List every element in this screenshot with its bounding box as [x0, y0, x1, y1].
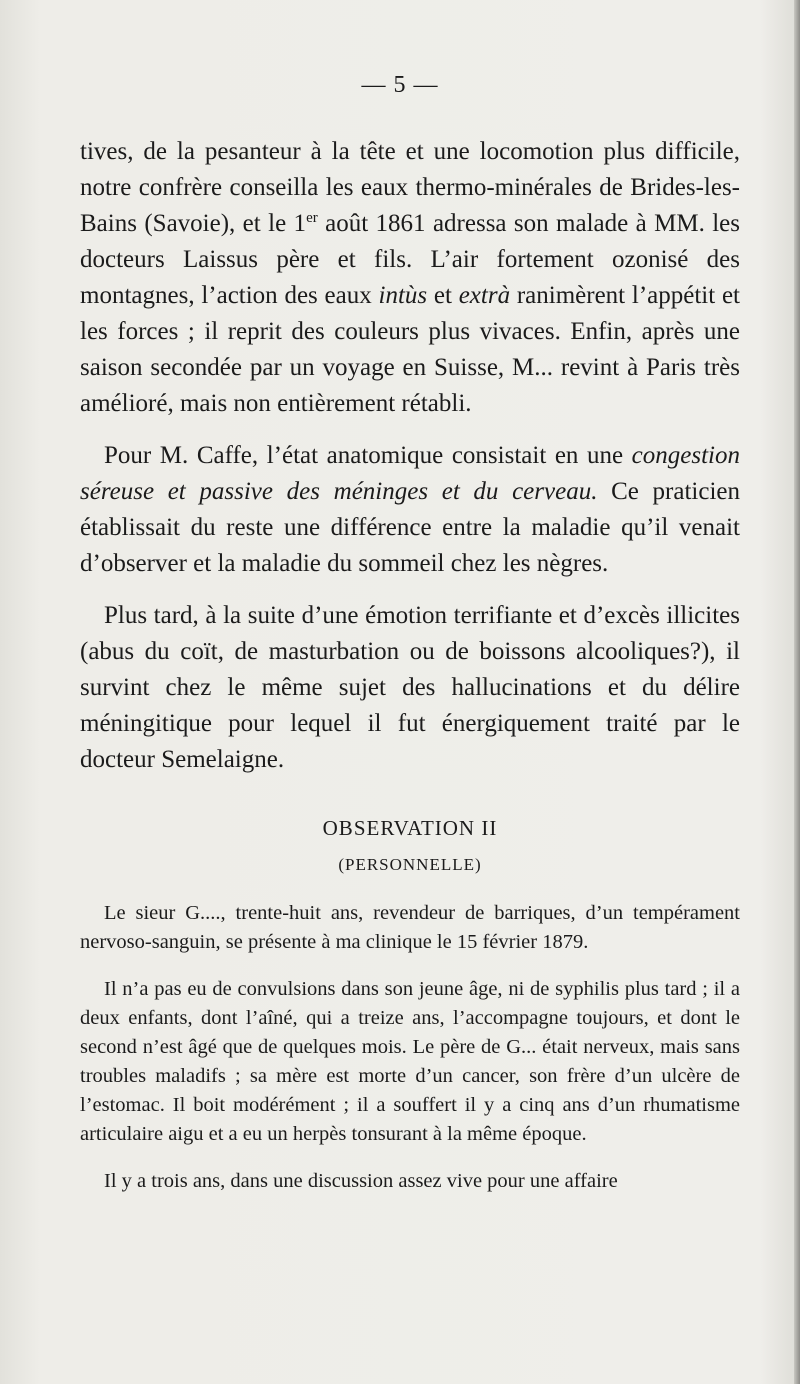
page-edge-shadow [794, 0, 800, 1384]
emphasis-text: intùs [378, 282, 428, 309]
emphasis-text: congestion séreuse et passive des méninges et du cerveau. [80, 442, 740, 505]
text-segment: et [427, 282, 459, 309]
observation-title: OBSERVATION II [322, 816, 498, 840]
text-segment: Le sieur G...., trente-huit ans, revendeur de barriques, d’un tempérament nervoso-sanguin, se présente à ma clinique le 15 février 1879. [80, 902, 740, 953]
page-content [80, 134, 740, 1196]
text-segment: Plus tard, à la suite d’une émotion terrifiante et d’excès illicites (abus du coït, de masturbation ou de boissons alcooliques?), il survint chez le même sujet des hallucinations et du délire méningitique pour lequel il fut énergiquement traité par le docteur Semelaigne. [80, 602, 740, 773]
text-segment: Ce praticien établissait du reste une différence entre la maladie qu’il venait d’observer et la maladie du sommeil chez les nègres. [80, 478, 740, 577]
text-segment: tives, de la pesanteur à la tête et une locomotion plus difficile, notre confrère conseilla les eaux thermo-minérales de Brides-les-Bains (Savoie), et le 1 [80, 138, 740, 237]
text-segment: Il y a trois ans, dans une discussion assez vive pour une affaire [104, 1170, 618, 1192]
page-number: — 5 — [361, 72, 439, 98]
emphasis-text: extrà [458, 282, 511, 309]
superscript-text: er [306, 210, 318, 226]
text-segment: Il n’a pas eu de convulsions dans son jeune âge, ni de syphilis plus tard ; il a deux enfants, dont l’aîné, qui a treize ans, l’accompagne toujours, et dont le second n’est âgé que de quelques mois. Le père de G... était nerveux, mais sans troubles maladifs ; sa mère est morte d’un cancer, son frère d’un ulcère de l’estomac. Il boit modérément ; il a souffert il y a cinq ans d’un rhumatisme articulaire aigu et a eu un herpès tonsurant à la même époque. [80, 978, 740, 1145]
text-segment: août 1861 adressa son malade à MM. les docteurs Laissus père et fils. L’air fortement ozonisé des montagnes, l’action des eaux [80, 210, 740, 309]
paragraph [80, 438, 740, 582]
paragraph [80, 598, 740, 778]
paragraph [80, 1167, 740, 1196]
main-text-block [80, 134, 740, 778]
paragraph [80, 975, 740, 1149]
paragraph [80, 134, 740, 422]
paragraph [80, 899, 740, 957]
observation-subtitle: (PERSONNELLE) [338, 855, 482, 874]
text-segment: ranimèrent l’appétit et les forces ; il reprit des couleurs plus vivaces. Enfin, après une saison secondée par un voyage en Suisse, M... revint à Paris très amélioré, mais non entièrement rétabli. [80, 282, 740, 417]
observation-text-block [80, 899, 740, 1196]
text-segment: Pour M. Caffe, l’état anatomique consistait en une [104, 442, 632, 469]
